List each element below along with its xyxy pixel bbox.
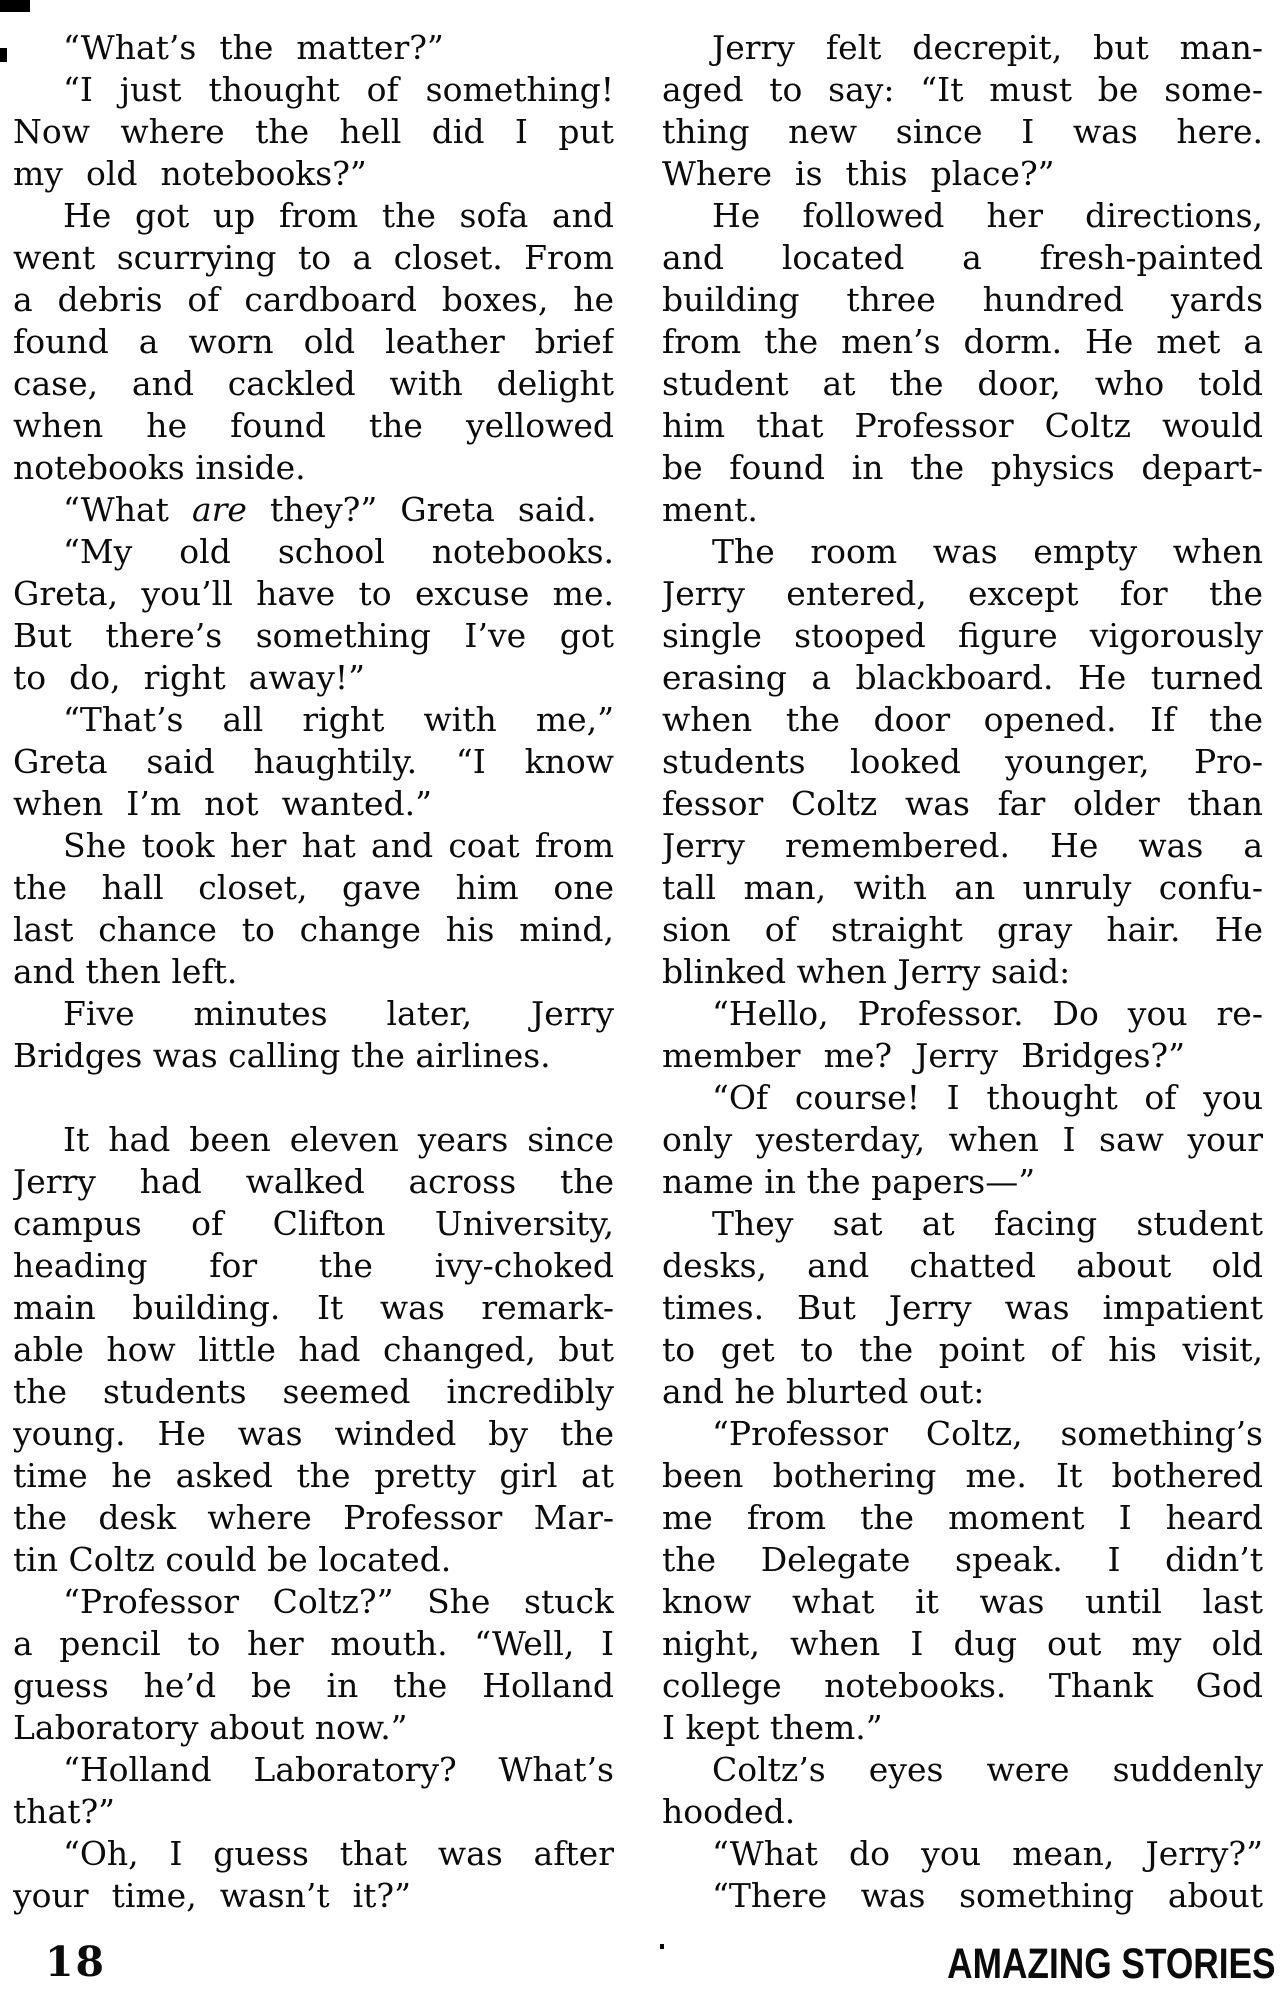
text-line: Greta said haughtily. “I know	[13, 742, 614, 781]
text-line: sion of straight gray hair. He	[662, 910, 1263, 949]
scan-artifact	[0, 0, 30, 12]
text-line: tall man, with an unruly confu-	[662, 868, 1263, 907]
text-line: the hall closet, gave him one	[13, 868, 614, 907]
text-line: students looked younger, Pro-	[662, 742, 1263, 781]
text-line: Jerry felt decrepit, but man-	[712, 28, 1263, 67]
text-line: “Professor Coltz?” She stuck	[63, 1582, 614, 1621]
text-line: “Oh, I guess that was after	[63, 1834, 614, 1873]
text-line: your time, wasn’t it?”	[13, 1876, 411, 1915]
text-line: He got up from the sofa and	[63, 196, 614, 235]
text-line: and located a fresh-painted	[662, 238, 1263, 277]
text-line: last chance to change his mind,	[13, 910, 614, 949]
text-line: to get to the point of his visit,	[662, 1330, 1263, 1369]
text-line: name in the papers—”	[662, 1162, 1036, 1201]
text-line: found a worn old leather brief	[13, 322, 614, 361]
text-line: They sat at facing student	[712, 1204, 1263, 1243]
column-left	[13, 27, 614, 1917]
text-line: desks, and chatted about old	[662, 1246, 1263, 1285]
page-columns	[13, 27, 1263, 1917]
page-number: 18	[45, 1938, 107, 1986]
text-line: when he found the yellowed	[13, 406, 614, 445]
text-line: my old notebooks?”	[13, 154, 367, 193]
text-line: Five minutes later, Jerry	[63, 994, 614, 1033]
scan-artifact	[0, 48, 7, 62]
text-line: “My old school notebooks.	[63, 532, 614, 571]
text-line: college notebooks. Thank God	[662, 1666, 1263, 1705]
text-line: building three hundred yards	[662, 280, 1263, 319]
text-line: me from the moment I heard	[662, 1498, 1263, 1537]
text-line: thing new since I was here.	[662, 112, 1263, 151]
text-line: and then left.	[13, 952, 238, 991]
text-line: “What do you mean, Jerry?”	[712, 1834, 1263, 1873]
text-line: Jerry remembered. He was a	[662, 826, 1263, 865]
text-line: time he asked the pretty girl at	[13, 1456, 614, 1495]
text-line: when I’m not wanted.”	[13, 784, 433, 823]
text-line: student at the door, who told	[662, 364, 1263, 403]
text-line: main building. It was remark-	[13, 1288, 614, 1327]
text-line: Jerry had walked across the	[13, 1162, 614, 1201]
text-line: notebooks inside.	[13, 448, 306, 487]
text-line: be found in the physics depart-	[662, 448, 1263, 487]
text-line: guess he’d be in the Holland	[13, 1666, 614, 1705]
text-line: It had been eleven years since	[63, 1120, 614, 1159]
text-line: case, and cackled with delight	[13, 364, 614, 403]
text-line: “There was something about	[712, 1876, 1263, 1915]
text-line: went scurrying to a closet. From	[13, 238, 614, 277]
text-line: heading for the ivy-choked	[13, 1246, 614, 1285]
text-line: aged to say: “It must be some-	[662, 70, 1263, 109]
text-line: when the door opened. If the	[662, 700, 1263, 739]
text-line: But there’s something I’ve got	[13, 616, 614, 655]
text-line: been bothering me. It bothered	[662, 1456, 1263, 1495]
text-line: Greta, you’ll have to excuse me.	[13, 574, 614, 613]
text-line: “What’s the matter?”	[63, 28, 444, 67]
text-line: times. But Jerry was impatient	[662, 1288, 1263, 1327]
column-right	[662, 27, 1263, 1917]
text-line: a pencil to her mouth. “Well, I	[13, 1624, 614, 1663]
text-line: night, when I dug out my old	[662, 1624, 1263, 1663]
text-line: “Of course! I thought of you	[712, 1078, 1263, 1117]
text-line: I kept them.”	[662, 1708, 883, 1747]
text-line: member me? Jerry Bridges?”	[662, 1036, 1185, 1075]
text-line: him that Professor Coltz would	[662, 406, 1263, 445]
text-line: campus of Clifton University,	[13, 1204, 614, 1243]
text-line: from the men’s dorm. He met a	[662, 322, 1263, 361]
text-line: Laboratory about now.”	[13, 1708, 408, 1747]
text-line: the Delegate speak. I didn’t	[662, 1540, 1263, 1579]
text-line: erasing a blackboard. He turned	[662, 658, 1263, 697]
text-line: “That’s all right with me,”	[63, 700, 614, 739]
magazine-title: AMAZING STORIES	[947, 1940, 1276, 1988]
text-line: blinked when Jerry said:	[662, 952, 1071, 991]
text-line: able how little had changed, but	[13, 1330, 614, 1369]
text-line: The room was empty when	[712, 532, 1263, 571]
text-line: She took her hat and coat from	[63, 826, 614, 865]
text-line: fessor Coltz was far older than	[662, 784, 1263, 823]
text-line: “Hello, Professor. Do you re-	[712, 994, 1263, 1033]
text-line: He followed her directions,	[712, 196, 1263, 235]
text-line: ment.	[662, 490, 758, 529]
text-line: single stooped figure vigorously	[662, 616, 1263, 655]
scan-artifact	[660, 1944, 664, 1949]
text-line: tin Coltz could be located.	[13, 1540, 452, 1579]
text-line: “I just thought of something!	[63, 70, 614, 109]
text-line: “What are they?” Greta said.	[63, 490, 597, 529]
text-line: Now where the hell did I put	[13, 112, 614, 151]
text-line: Coltz’s eyes were suddenly	[712, 1750, 1263, 1789]
text-line: that?”	[13, 1792, 116, 1831]
text-line: Bridges was calling the airlines.	[13, 1036, 551, 1075]
text-line: to do, right away!”	[13, 658, 366, 697]
text-line: know what it was until last	[662, 1582, 1263, 1621]
text-line: Jerry entered, except for the	[662, 574, 1263, 613]
text-line: hooded.	[662, 1792, 796, 1831]
footer	[0, 1936, 1281, 1990]
text-line: the desk where Professor Mar-	[13, 1498, 614, 1537]
text-line: only yesterday, when I saw your	[662, 1120, 1263, 1159]
text-line: and he blurted out:	[662, 1372, 985, 1411]
text-line: Where is this place?”	[662, 154, 1055, 193]
text-line: the students seemed incredibly	[13, 1372, 614, 1411]
text-line: a debris of cardboard boxes, he	[13, 280, 614, 319]
text-line: young. He was winded by the	[13, 1414, 614, 1453]
text-line: “Professor Coltz, something’s	[712, 1414, 1263, 1453]
text-line: “Holland Laboratory? What’s	[63, 1750, 614, 1789]
